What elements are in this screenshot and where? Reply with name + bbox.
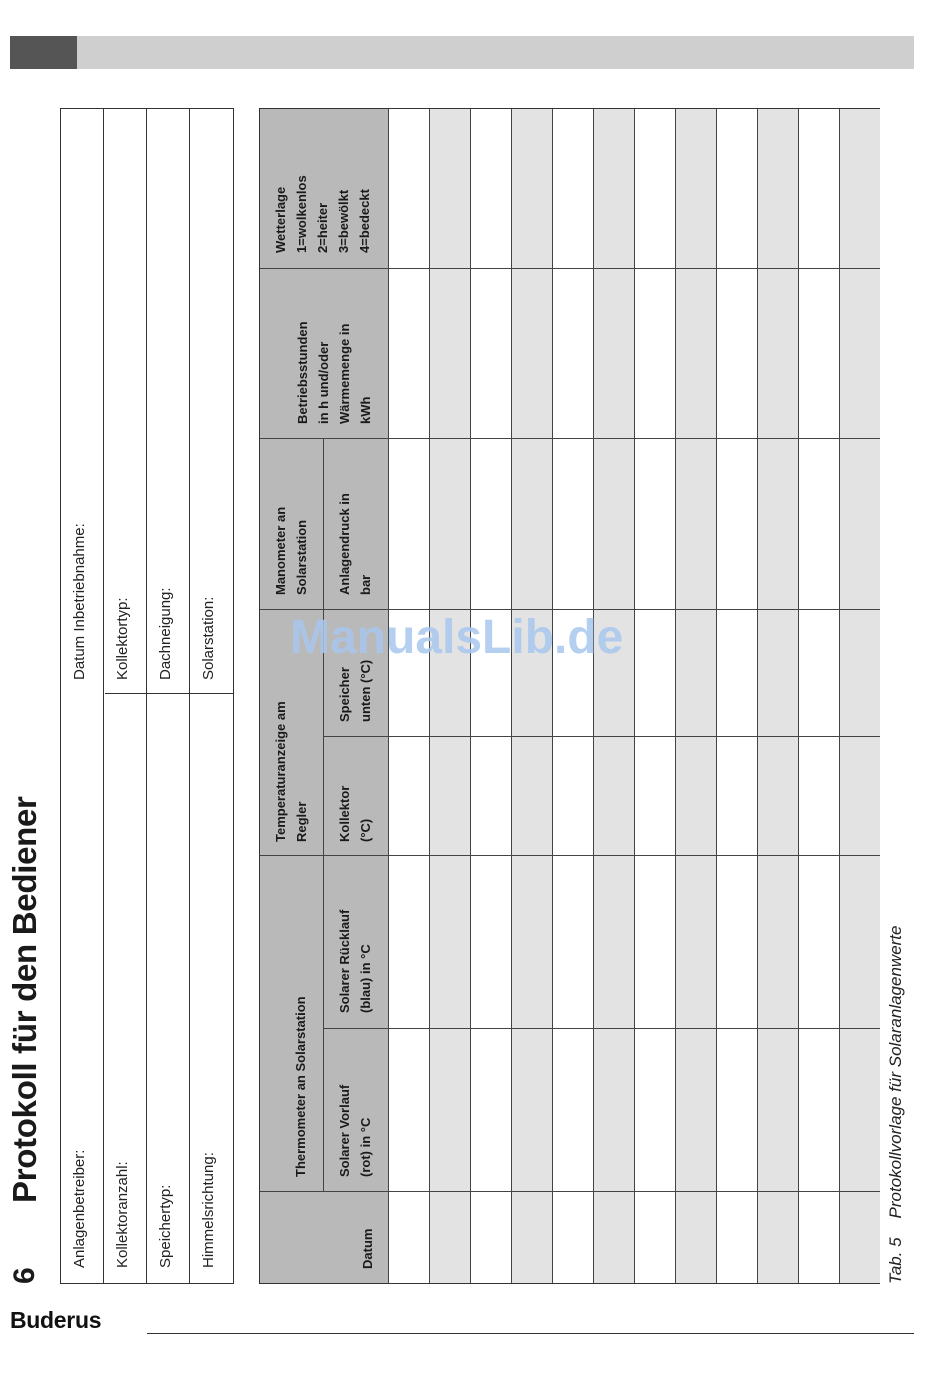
header-temperatur-group: Temperaturanzeige am Regler xyxy=(273,701,309,842)
table-row[interactable] xyxy=(511,109,552,1283)
field-dachneigung[interactable]: Dachneigung: xyxy=(157,587,174,680)
table-row[interactable] xyxy=(593,109,634,1283)
header-bar xyxy=(77,36,914,69)
header-solarer-vorlauf: Solarer Vorlauf (rot) in °C xyxy=(337,1084,373,1177)
system-info-form xyxy=(60,108,234,1284)
table-row[interactable] xyxy=(757,109,798,1283)
header-kollektor: Kollektor (°C) xyxy=(337,785,373,842)
header-speicher: Speicher unten (°C) xyxy=(337,659,373,722)
field-datum-inbetriebnahme[interactable]: Datum Inbetriebnahme: xyxy=(71,523,88,680)
brand-logo: Buderus xyxy=(10,1307,102,1333)
header-thermometer-group: Thermometer an Solarstation xyxy=(293,996,308,1177)
table-caption: Tab. 5 Protokollvorlage für Solaranlagenwerte xyxy=(886,925,905,1284)
header-anlagendruck: Anlagendruck in bar xyxy=(337,493,373,595)
header-datum: Datum xyxy=(360,1228,375,1269)
footer-rule xyxy=(147,1333,914,1334)
field-kollektoranzahl[interactable]: Kollektoranzahl: xyxy=(114,1161,131,1268)
table-row[interactable] xyxy=(839,109,880,1283)
header-wetterlage: Wetterlage 1=wolkenlos 2=heiter 3=bewölkt 4=bedeckt xyxy=(273,175,372,253)
field-himmelsrichtung[interactable]: Himmelsrichtung: xyxy=(200,1152,217,1268)
watermark: ManualsLib.de xyxy=(290,611,624,664)
field-speichertyp[interactable]: Speichertyp: xyxy=(157,1184,174,1268)
field-anlagenbetreiber[interactable]: Anlagenbetreiber: xyxy=(71,1149,88,1268)
table-row[interactable] xyxy=(429,109,470,1283)
header-bar-accent xyxy=(10,36,77,69)
field-solarstation[interactable]: Solarstation: xyxy=(200,596,217,680)
field-kollektortyp[interactable]: Kollektortyp: xyxy=(114,597,131,680)
table-row[interactable] xyxy=(675,109,716,1283)
header-manometer-group: Manometer an Solarstation xyxy=(273,506,309,595)
page-title: Protokoll für den Bediener xyxy=(6,796,43,1203)
chapter-number: 6 xyxy=(8,1267,41,1284)
header-betriebsstunden: Betriebsstunden in h und/oder Wärmemenge in kWh xyxy=(295,321,373,424)
header-solarer-ruecklauf: Solarer Rücklauf (blau) in °C xyxy=(337,909,373,1013)
